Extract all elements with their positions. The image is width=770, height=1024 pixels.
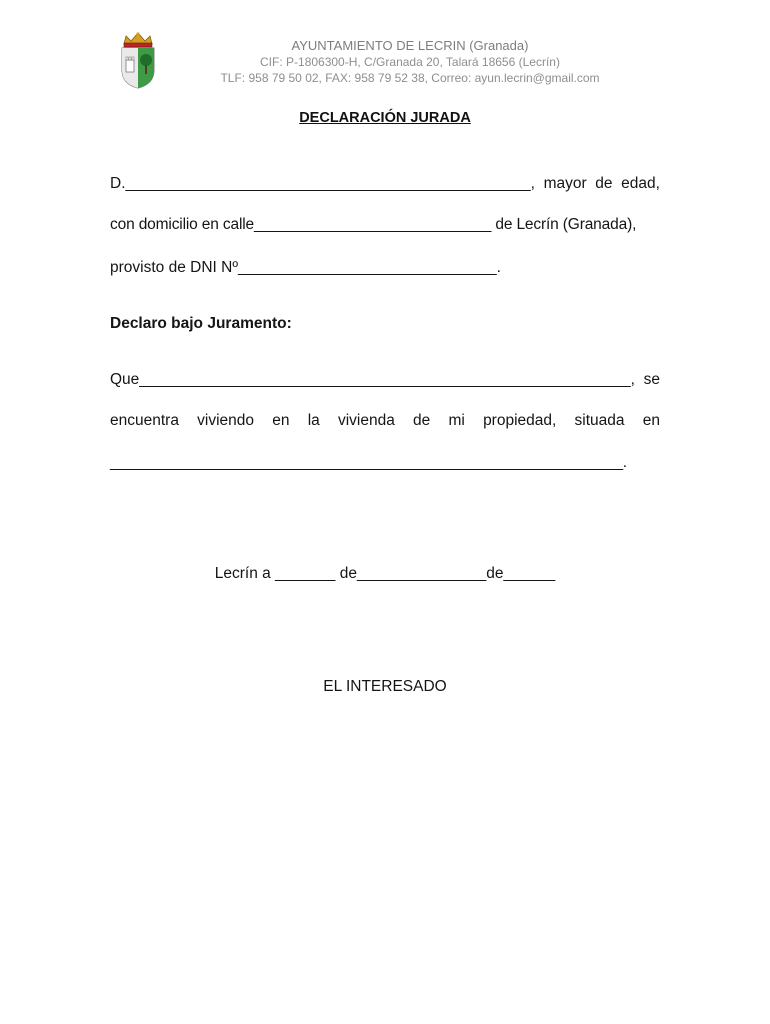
institution-address: CIF: P-1806300-H, C/Granada 20, Talará 18656 (Lecrín) bbox=[260, 55, 560, 69]
document-title: DECLARACIÓN JURADA bbox=[299, 110, 471, 126]
institution-contact: TLF: 958 79 50 02, FAX: 958 79 52 38, Correo: ayun.lecrin@gmail.com bbox=[220, 71, 600, 85]
declaration-heading: Declaro bajo Juramento: bbox=[110, 315, 292, 332]
word: edad, bbox=[621, 175, 660, 192]
declarant-name-line bbox=[110, 174, 660, 194]
institution-name: AYUNTAMIENTO DE LECRIN (Granada) bbox=[291, 38, 529, 53]
word: la bbox=[307, 412, 320, 429]
word: viviendo bbox=[197, 412, 255, 429]
signature-label: EL INTERESADO bbox=[323, 678, 447, 695]
dni-line: provisto de DNI Nº______________________________. bbox=[110, 259, 501, 276]
letterhead bbox=[160, 37, 660, 86]
address-line: con domicilio en calle____________________________ de Lecrín (Granada), bbox=[110, 216, 637, 233]
date-line: Lecrín a _______ de_______________de______ bbox=[214, 565, 556, 582]
word: en bbox=[642, 412, 660, 429]
word: vivienda bbox=[337, 412, 395, 429]
word: se bbox=[643, 371, 660, 388]
que-field: Que_________________________________________________________, bbox=[110, 371, 635, 388]
word: mi bbox=[448, 412, 465, 429]
word: en bbox=[272, 412, 290, 429]
property-location-field: ______________________________________________________________. bbox=[110, 454, 627, 471]
word: encuentra bbox=[110, 412, 179, 429]
word: de bbox=[595, 175, 613, 192]
name-field: D._______________________________________________, bbox=[110, 175, 535, 192]
word: situada bbox=[574, 412, 625, 429]
que-line bbox=[110, 370, 660, 390]
word: mayor bbox=[543, 175, 587, 192]
coat-of-arms-icon bbox=[116, 30, 160, 90]
statement-line bbox=[110, 411, 660, 431]
word: propiedad, bbox=[483, 412, 557, 429]
word: de bbox=[413, 412, 431, 429]
